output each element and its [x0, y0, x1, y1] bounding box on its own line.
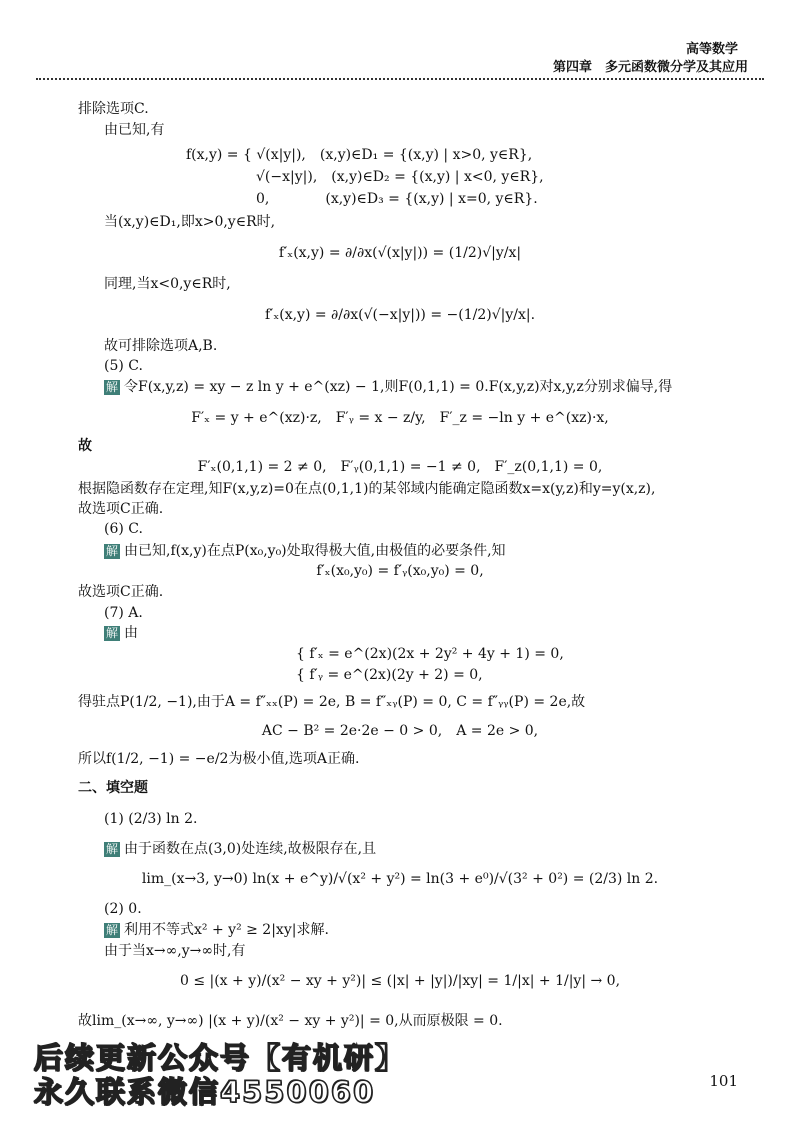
- text-line: 由: [124, 625, 139, 641]
- text-line: 排除选项C.: [78, 101, 149, 117]
- text-line: 由已知,有: [104, 122, 165, 138]
- formula-line: { f′ₓ = e^(2x)(2x + 2y² + 4y + 1) = 0,: [296, 646, 564, 662]
- formula-line: { f′ᵧ = e^(2x)(2y + 2) = 0,: [296, 667, 483, 683]
- formula-line: f(x,y) = { √(x|y|), (x,y)∈D₁ = {(x,y) | x>0, y∈R},: [186, 147, 533, 163]
- section-title: 二、填空题: [78, 780, 148, 796]
- solution-badge: 解: [106, 842, 119, 856]
- formula-line: F′ₓ(0,1,1) = 2 ≠ 0, F′ᵧ(0,1,1) = −1 ≠ 0, F′_z(0,1,1) = 0,: [197, 459, 603, 475]
- text-line: 令F(x,y,z) = xy − z ln y + e^(xz) − 1,则F(0,1,1) = 0.F(x,y,z)对x,y,z分别求偏导,得: [124, 379, 673, 395]
- formula-line: F′ₓ = y + e^(xz)·z, F′ᵧ = x − z/y, F′_z = −ln y + e^(xz)·x,: [191, 410, 609, 426]
- answer-label: (1) (2/3) ln 2.: [104, 811, 198, 827]
- formula-line: f′ₓ(x,y) = ∂/∂x(√(x|y|)) = (1/2)√|y/x|: [278, 245, 522, 261]
- text-line: 由于当x→∞,y→∞时,有: [104, 943, 246, 959]
- watermark-line-1: 后续更新公众号【有机研】: [34, 1041, 407, 1075]
- text-line: 由已知,f(x,y)在点P(x₀,y₀)处取得极大值,由极值的必要条件,知: [124, 543, 506, 559]
- text-line: 利用不等式x² + y² ≥ 2|xy|求解.: [124, 922, 329, 938]
- page-number: 101: [709, 1072, 738, 1090]
- text-line: 故选项C正确.: [78, 584, 164, 600]
- text-line: 根据隐函数存在定理,知F(x,y,z)=0在点(0,1,1)的某邻域内能确定隐函数x=x(y,z)和y=y(x,z),: [78, 481, 656, 497]
- text-line: 所以f(1/2, −1) = −e/2为极小值,选项A正确.: [78, 751, 360, 767]
- formula-line: √(−x|y|), (x,y)∈D₂ = {(x,y) | x<0, y∈R},: [186, 169, 544, 185]
- watermark-line-2: 永久联系微信4550060: [34, 1075, 376, 1109]
- formula-line: f′ₓ(x₀,y₀) = f′ᵧ(x₀,y₀) = 0,: [316, 563, 484, 579]
- answer-label: (7) A.: [104, 605, 143, 621]
- answer-label: (6) C.: [104, 521, 143, 537]
- text-line: 同理,当x<0,y∈R时,: [104, 276, 231, 292]
- formula-line: 0, (x,y)∈D₃ = {(x,y) | x=0, y∈R}.: [186, 191, 538, 207]
- text-line: 当(x,y)∈D₁,即x>0,y∈R时,: [104, 214, 276, 230]
- text-line: 故: [78, 438, 92, 454]
- answer-label: (5) C.: [104, 358, 143, 374]
- text-line: 故可排除选项A,B.: [104, 338, 218, 354]
- answer-label: (2) 0.: [104, 901, 142, 917]
- chapter-title: 第四章 多元函数微分学及其应用: [552, 60, 748, 75]
- formula-line: lim_(x→3, y→0) ln(x + e^y)/√(x² + y²) = ln(3 + e⁰)/√(3² + 0²) = (2/3) ln 2.: [141, 871, 659, 887]
- text-line: 由于函数在点(3,0)处连续,故极限存在,且: [124, 841, 377, 857]
- solution-badge: 解: [106, 626, 119, 640]
- header-divider: [36, 78, 764, 80]
- text-line: 故lim_(x→∞, y→∞) |(x + y)/(x² − xy + y²)| = 0,从而原极限 = 0.: [78, 1013, 503, 1029]
- solution-badge: 解: [106, 380, 119, 394]
- formula-line: AC − B² = 2e·2e − 0 > 0, A = 2e > 0,: [261, 723, 539, 739]
- formula-line: 0 ≤ |(x + y)/(x² − xy + y²)| ≤ (|x| + |y|)/|xy| = 1/|x| + 1/|y| → 0,: [179, 973, 621, 989]
- formula-line: f′ₓ(x,y) = ∂/∂x(√(−x|y|)) = −(1/2)√|y/x|.: [264, 307, 536, 323]
- solution-badge: 解: [106, 923, 119, 937]
- book-title: 高等数学: [685, 42, 738, 57]
- text-line: 故选项C正确.: [78, 501, 164, 517]
- text-line: 得驻点P(1/2, −1),由于A = f″ₓₓ(P) = 2e, B = f″ₓᵧ(P) = 0, C = f″ᵧᵧ(P) = 2e,故: [78, 694, 586, 710]
- solution-badge: 解: [106, 544, 119, 558]
